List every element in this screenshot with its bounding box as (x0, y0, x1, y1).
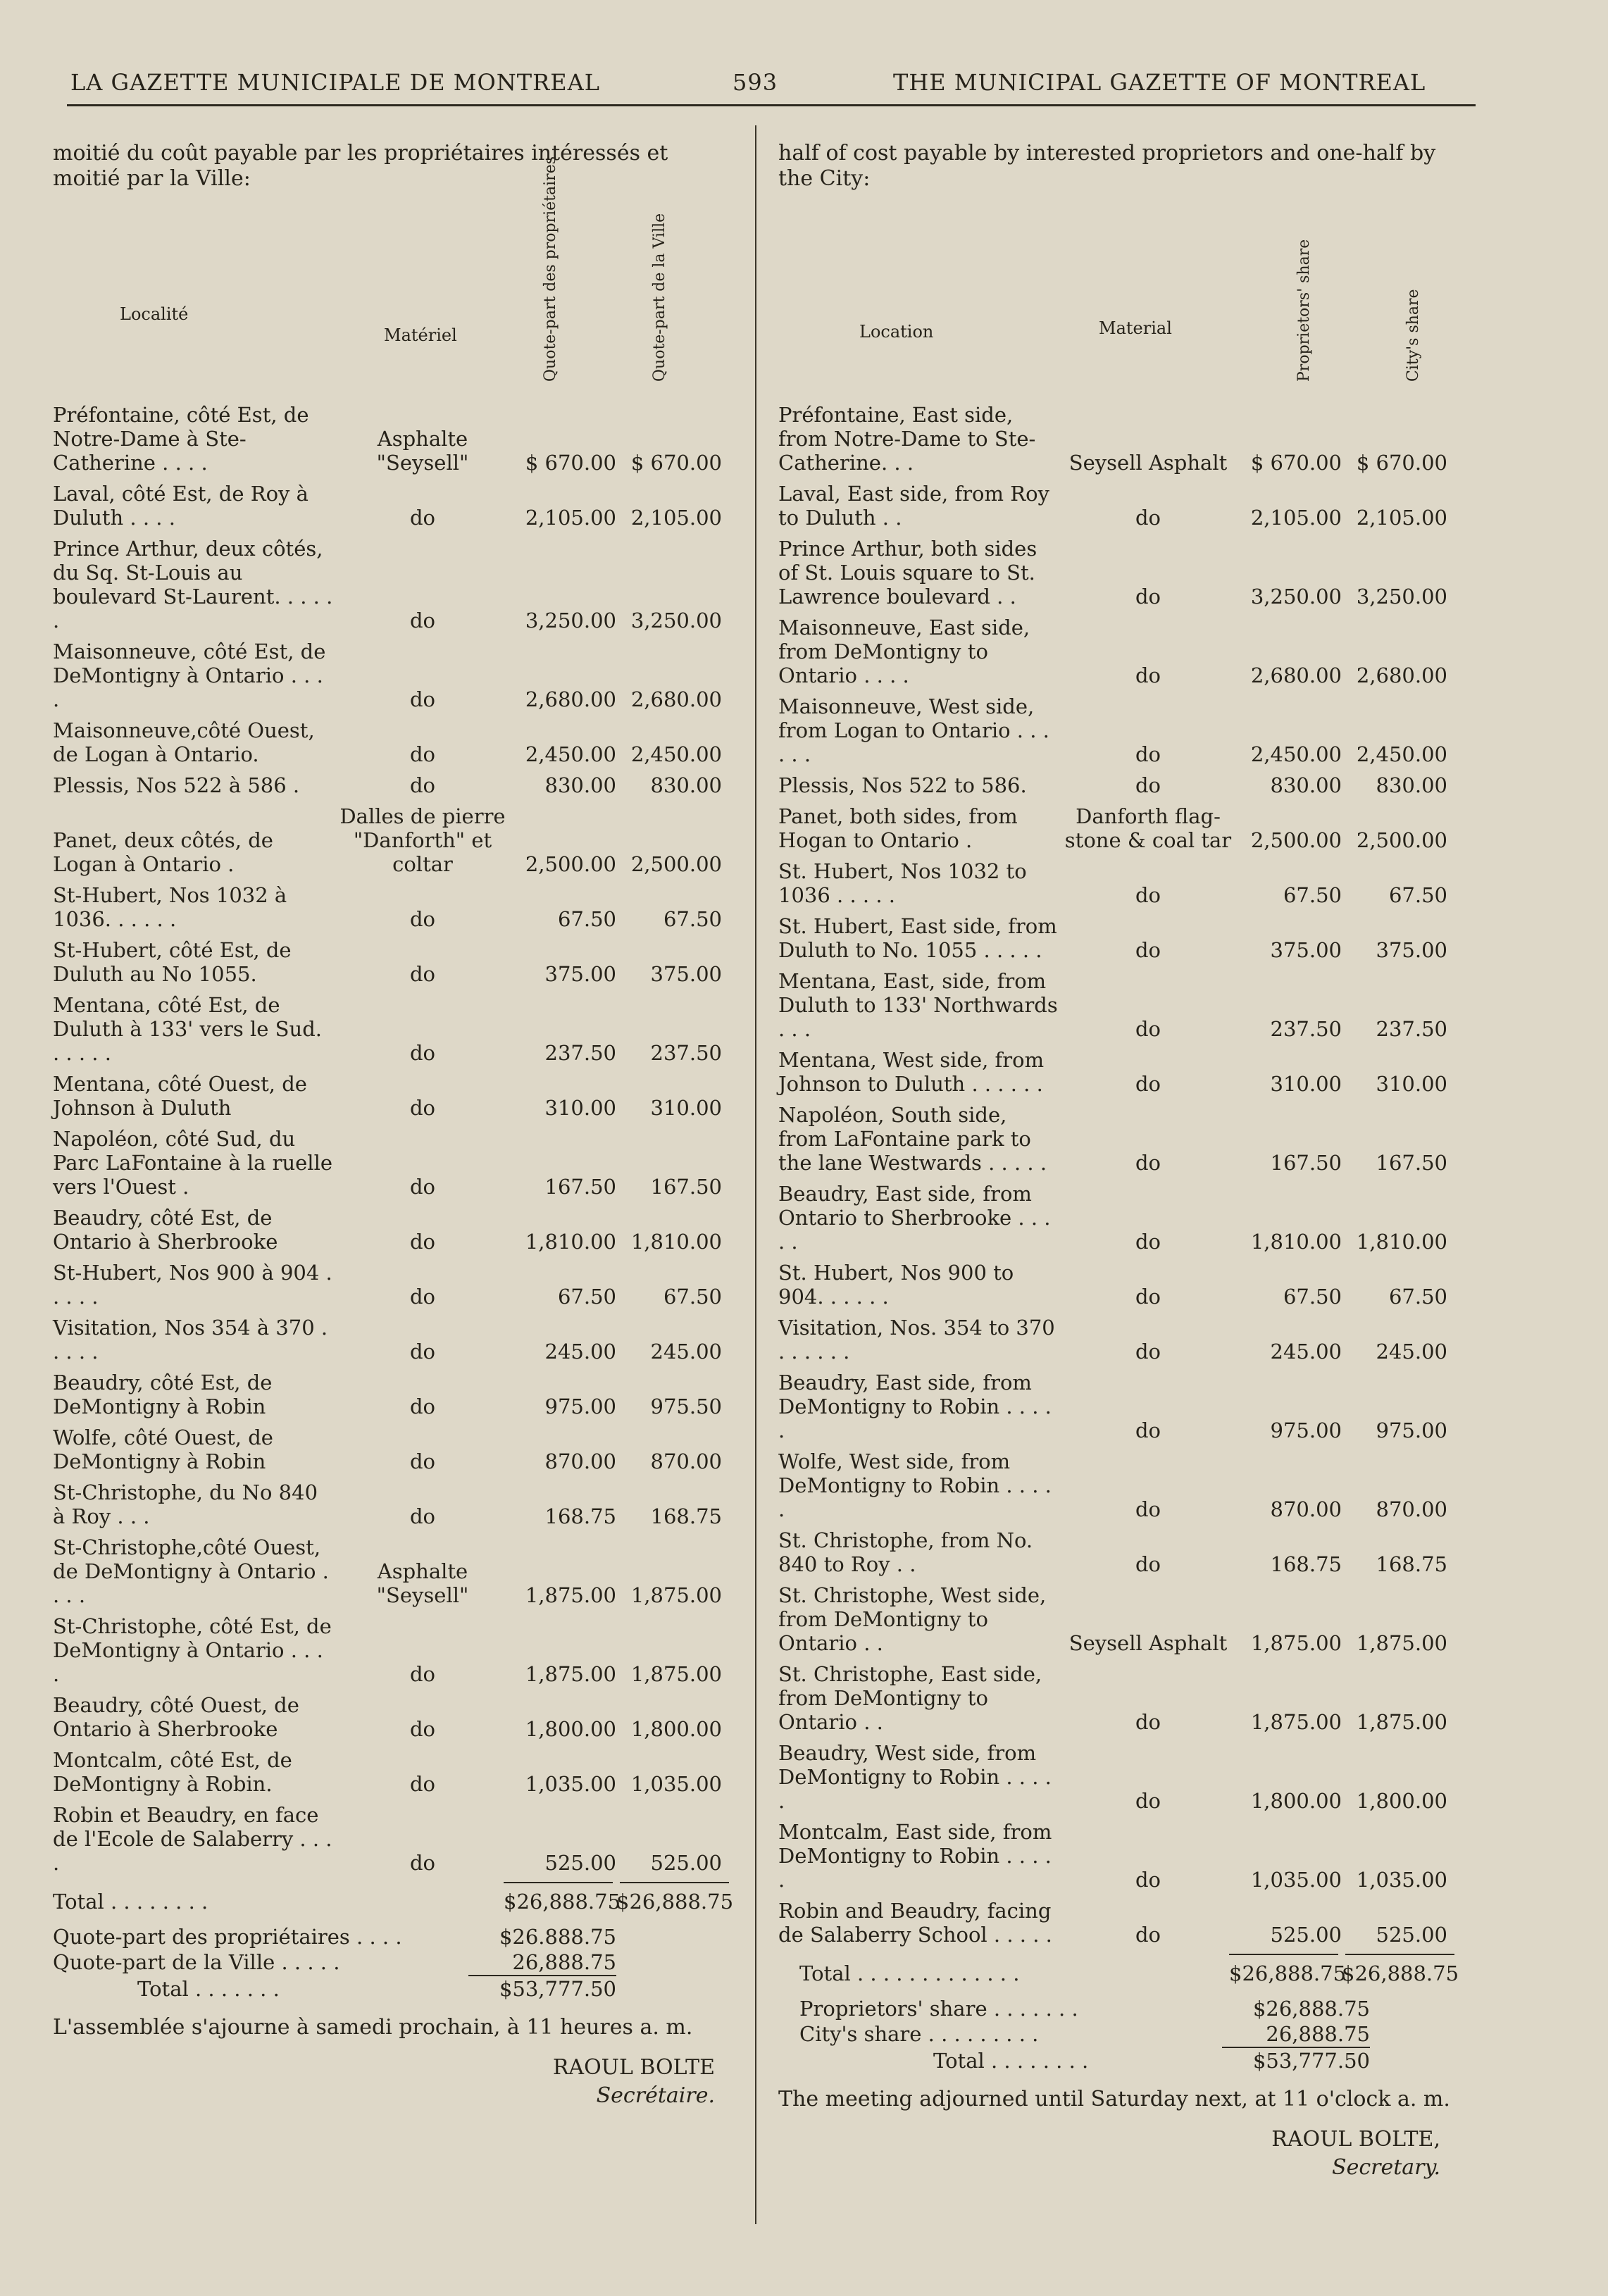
material-cell: do (1135, 773, 1161, 797)
material-cell: do (409, 962, 436, 986)
table-row (53, 1206, 729, 1254)
location-cell: St. Christophe, East side, from DeMontigny to Ontario . . (778, 1662, 1042, 1734)
material-cell: do (409, 1504, 436, 1528)
material-cell: do (1135, 1552, 1161, 1576)
page-number: 593 (733, 69, 778, 96)
city-share-cell: 830.00 (650, 773, 722, 797)
material-cell: do (409, 1395, 436, 1418)
signature-name: RAOUL BOLTE, (1271, 2127, 1440, 2152)
grand-total-label: Total . . . . . . . (137, 1977, 280, 2001)
total-row (778, 1961, 1459, 1986)
col-location-heading: Localité (120, 304, 189, 324)
location-cell: Mentana, West side, from Johnson to Duluth . . . . . . (778, 1048, 1045, 1096)
location-cell: Beaudry, côté Est, de Ontario à Sherbrooke (53, 1206, 278, 1254)
owners-share-cell: 1,875.00 (1250, 1710, 1342, 1734)
owners-share-cell: 1,810.00 (1250, 1230, 1342, 1254)
table-row (53, 1535, 729, 1607)
location-cell: St. Hubert, Nos 1032 to 1036 . . . . . (778, 859, 1027, 907)
share-owners-value: $26.888.75 (499, 1925, 616, 1949)
city-share-cell: 870.00 (1376, 1497, 1447, 1521)
owners-share-cell: 1,875.00 (525, 1662, 616, 1686)
city-share-cell: 2,450.00 (630, 742, 722, 766)
material-cell: do (409, 609, 436, 632)
share-city-row (778, 2021, 1454, 2047)
city-share-cell: 2,500.00 (1356, 828, 1447, 852)
material-cell: do (1135, 1710, 1161, 1734)
sum-rule (778, 1954, 1454, 1955)
location-cell: Beaudry, West side, from DeMontigny to Robin . . . . . (778, 1741, 1052, 1813)
owners-share-cell: 310.00 (1270, 1072, 1342, 1096)
share-city-label: City's share . . . . . . . . . (799, 2022, 1039, 2046)
city-share-cell: 1,875.00 (1356, 1631, 1447, 1655)
table-row (778, 1449, 1454, 1521)
table-row (53, 482, 729, 530)
material-cell: do (409, 1851, 436, 1875)
location-cell: St. Hubert, East side, from Duluth to No. 1055 . . . . . (778, 914, 1057, 962)
table-row (778, 537, 1454, 609)
location-cell: Prince Arthur, deux côtés, du Sq. St-Louis au boulevard St-Laurent. . . . . . (53, 537, 333, 632)
share-owners-row (53, 1924, 729, 1949)
table-row (778, 616, 1454, 687)
location-cell: St-Hubert, Nos 900 à 904 . . . . . (53, 1261, 332, 1309)
table-row (53, 993, 729, 1065)
city-share-cell: 1,800.00 (1356, 1789, 1447, 1813)
total-label: Total . . . . . . . . (53, 1890, 208, 1914)
signature-role (53, 2082, 729, 2110)
material-cell: do (409, 1096, 436, 1120)
city-share-cell: 168.75 (1376, 1552, 1447, 1576)
table-row (778, 914, 1454, 962)
material-cell: do (1135, 1418, 1161, 1442)
header-right: THE MUNICIPAL GAZETTE OF MONTREAL (893, 69, 1426, 96)
material-cell: do (409, 1449, 436, 1473)
location-cell: Wolfe, côté Ouest, de DeMontigny à Robin (53, 1425, 273, 1473)
owners-share-cell: 870.00 (1270, 1497, 1342, 1521)
table-row (53, 938, 729, 986)
material-cell: do (1135, 938, 1161, 962)
city-share-cell: 310.00 (650, 1096, 722, 1120)
location-cell: Montcalm, côté Est, de DeMontigny à Robin. (53, 1748, 292, 1796)
city-share-cell: 830.00 (1376, 773, 1447, 797)
owners-share-cell: $ 670.00 (525, 451, 616, 475)
col-material-heading: Matériel (384, 325, 457, 345)
grand-total-row (53, 1976, 729, 2002)
material-cell: Asphalte "Seysell" (376, 1559, 469, 1607)
material-cell: do (409, 1175, 436, 1199)
owners-share-cell: 167.50 (1270, 1151, 1342, 1175)
owners-share-cell: 237.50 (1270, 1017, 1342, 1041)
table-row (778, 1316, 1454, 1364)
material-cell: do (409, 773, 436, 797)
total-row (53, 1889, 734, 1914)
table-row (53, 773, 729, 797)
city-share-cell: 375.00 (1376, 938, 1447, 962)
city-share-cell: 2,105.00 (630, 506, 722, 530)
table-row (53, 1425, 729, 1473)
owners-share-cell: 245.00 (544, 1340, 616, 1364)
city-share-cell: 237.50 (1376, 1017, 1447, 1041)
owners-share-cell: 830.00 (544, 773, 616, 797)
location-cell: Robin et Beaudry, en face de l'Ecole de Salaberry . . . . (53, 1803, 332, 1875)
table-row (778, 1741, 1454, 1813)
material-cell: do (409, 687, 436, 711)
table-row (778, 694, 1454, 766)
share-owners-row (778, 1996, 1454, 2021)
city-share-cell: 245.00 (650, 1340, 722, 1364)
owners-share-cell: 237.50 (544, 1041, 616, 1065)
city-share-cell: 1,810.00 (1356, 1230, 1447, 1254)
location-cell: Mentana, côté Ouest, de Johnson à Duluth (53, 1072, 307, 1120)
table-row (53, 1127, 729, 1199)
adjournment-note: L'assemblée s'ajourne à samedi prochain, à 11 heures a. m. (53, 2015, 693, 2040)
owners-share-cell: 67.50 (557, 1285, 616, 1309)
material-cell: do (409, 1717, 436, 1741)
city-share-cell: 67.50 (663, 1285, 722, 1309)
owners-share-cell: 167.50 (544, 1175, 616, 1199)
share-owners-value: $26,888.75 (1252, 1997, 1370, 2021)
share-city-value: 26,888.75 (1266, 2022, 1370, 2046)
location-cell: Beaudry, East side, from DeMontigny to Robin . . . . . (778, 1371, 1052, 1442)
table-row (53, 1072, 729, 1120)
table-row (778, 1528, 1454, 1576)
owners-share-cell: 2,105.00 (1250, 506, 1342, 530)
material-cell: do (1135, 1017, 1161, 1041)
city-share-cell: 3,250.00 (630, 609, 722, 632)
city-share-cell: 525.00 (650, 1851, 722, 1875)
owners-share-cell: 525.00 (1270, 1923, 1342, 1947)
location-cell: Beaudry, East side, from Ontario to Sherbrooke . . . . . (778, 1182, 1051, 1254)
owners-share-cell: 1,810.00 (525, 1230, 616, 1254)
city-share-cell: 870.00 (650, 1449, 722, 1473)
material-cell: do (409, 907, 436, 931)
location-cell: Napoléon, côté Sud, du Parc LaFontaine à la ruelle vers l'Ouest . (53, 1127, 333, 1199)
city-share-cell: 375.00 (650, 962, 722, 986)
table-row (53, 1316, 729, 1364)
material-cell: do (409, 1230, 436, 1254)
owners-share-cell: 1,035.00 (525, 1772, 616, 1796)
col-owners-heading: Proprietors' share (1295, 239, 1313, 382)
col-city-heading: Quote-part de la Ville (651, 213, 668, 382)
location-cell: St-Christophe, côté Est, de DeMontigny à Ontario . . . . (53, 1614, 332, 1686)
city-share-cell: 67.50 (1388, 1285, 1447, 1309)
table-row (778, 1371, 1454, 1442)
material-cell: Asphalte "Seysell" (376, 427, 469, 475)
english-column (778, 141, 1459, 2182)
owners-share-cell: 375.00 (544, 962, 616, 986)
col-owners-heading: Quote-part des propriétaires (542, 156, 559, 382)
material-cell: do (1135, 1340, 1161, 1364)
location-cell: Beaudry, côté Ouest, de Ontario à Sherbrooke (53, 1693, 299, 1741)
owners-share-cell: 2,500.00 (1250, 828, 1342, 852)
owners-share-cell: 975.00 (544, 1395, 616, 1418)
owners-share-cell: 2,680.00 (1250, 663, 1342, 687)
table-row (53, 1803, 729, 1875)
column-divider (755, 125, 756, 2224)
location-cell: Maisonneuve, West side, from Logan to Ontario . . . . . . (778, 694, 1049, 766)
table-row (778, 859, 1454, 907)
owners-share-cell: 2,105.00 (525, 506, 616, 530)
grand-total-value: $53,777.50 (1252, 2049, 1370, 2073)
owners-share-cell: 975.00 (1270, 1418, 1342, 1442)
material-cell: do (1135, 663, 1161, 687)
material-cell: Danforth flag-stone & coal tar (1064, 804, 1232, 852)
table-row (778, 773, 1454, 797)
city-share-cell: 975.00 (1376, 1418, 1447, 1442)
material-cell: do (409, 1285, 436, 1309)
signature-role (778, 2154, 1454, 2182)
share-city-value: 26,888.75 (512, 1950, 616, 1974)
table-rows (778, 403, 1454, 1947)
signature-role-text: Secretary. (1332, 2155, 1440, 2180)
city-share-cell: 1,035.00 (1356, 1868, 1447, 1892)
french-column (53, 141, 734, 2110)
material-cell: do (1135, 585, 1161, 609)
adjournment-note: The meeting adjourned until Saturday next, at 11 o'clock a. m. (778, 2087, 1450, 2111)
location-cell: Préfontaine, côté Est, de Notre-Dame à Ste-Catherine . . . . (53, 403, 309, 475)
location-cell: Wolfe, West side, from DeMontigny to Robin . . . . . (778, 1449, 1052, 1521)
table-row (778, 482, 1454, 530)
owners-share-cell: 2,500.00 (525, 852, 616, 876)
table-row (778, 1182, 1454, 1254)
table-row (53, 1261, 729, 1309)
owners-share-cell: 3,250.00 (1250, 585, 1342, 609)
city-share-cell: 237.50 (650, 1041, 722, 1065)
table-row (778, 1820, 1454, 1892)
city-share-cell: 1,875.00 (1356, 1710, 1447, 1734)
table-row (778, 1662, 1454, 1734)
signature-name: RAOUL BOLTE (552, 2055, 715, 2080)
location-cell: St-Hubert, Nos 1032 à 1036. . . . . . (53, 883, 287, 931)
material-cell: do (1135, 883, 1161, 907)
location-cell: Prince Arthur, both sides of St. Louis square to St. Lawrence boulevard . . (778, 537, 1037, 609)
table-row (53, 1614, 729, 1686)
city-share-cell: 167.50 (1376, 1151, 1447, 1175)
table-row (778, 1261, 1454, 1309)
city-share-cell: 2,450.00 (1356, 742, 1447, 766)
location-cell: Visitation, Nos 354 à 370 . . . . . (53, 1316, 328, 1364)
material-cell: do (1135, 1789, 1161, 1813)
col-city-heading: City's share (1404, 289, 1422, 382)
city-share-cell: 3,250.00 (1356, 585, 1447, 609)
location-cell: Mentana, côté Est, de Duluth à 133' vers le Sud. . . . . . (53, 993, 322, 1065)
material-cell: do (1135, 1923, 1161, 1947)
table-row (53, 639, 729, 711)
table-row (778, 403, 1454, 475)
city-share-cell: 310.00 (1376, 1072, 1447, 1096)
table-row (53, 403, 729, 475)
location-cell: Maisonneuve, East side, from DeMontigny to Ontario . . . . (778, 616, 1030, 687)
table-row (53, 1480, 729, 1528)
material-cell: do (1135, 506, 1161, 530)
city-share-cell: 2,500.00 (630, 852, 722, 876)
table-row (53, 1371, 729, 1418)
material-cell: Dalles de pierre "Danforth" et coltar (339, 804, 506, 876)
material-cell: do (409, 1041, 436, 1065)
location-cell: Maisonneuve,côté Ouest, de Logan à Ontario. (53, 718, 315, 766)
material-cell: do (409, 506, 436, 530)
city-share-cell: 1,035.00 (630, 1772, 722, 1796)
city-share-cell: 1,810.00 (630, 1230, 722, 1254)
location-cell: Montcalm, East side, from DeMontigny to Robin . . . . . (778, 1820, 1052, 1892)
table-row (778, 969, 1454, 1041)
location-cell: Laval, East side, from Roy to Duluth . . (778, 482, 1049, 530)
owners-share-cell: 1,035.00 (1250, 1868, 1342, 1892)
city-share-cell: 167.50 (650, 1175, 722, 1199)
material-cell: do (1135, 1072, 1161, 1096)
owners-share-cell: 67.50 (557, 907, 616, 931)
col-location-heading: Location (859, 322, 934, 342)
intro-text: moitié du coût payable par les propriétaires intéressés et moitié par la Ville: (53, 141, 668, 191)
location-cell: Panet, both sides, from Hogan to Ontario . (778, 804, 1018, 852)
city-share-cell: 1,800.00 (630, 1717, 722, 1741)
city-share-cell: 975.50 (650, 1395, 722, 1418)
location-cell: St-Christophe, du No 840 à Roy . . . (53, 1480, 318, 1528)
owners-share-cell: 310.00 (544, 1096, 616, 1120)
location-cell: Mentana, East, side, from Duluth to 133' Northwards . . . (778, 969, 1058, 1041)
owners-share-cell: 245.00 (1270, 1340, 1342, 1364)
owners-share-cell: 2,680.00 (525, 687, 616, 711)
material-cell: do (1135, 1230, 1161, 1254)
owners-share-cell: 67.50 (1283, 1285, 1342, 1309)
location-cell: Plessis, Nos 522 to 586. (778, 773, 1027, 797)
material-cell: do (1135, 742, 1161, 766)
city-share-cell: 67.50 (1388, 883, 1447, 907)
location-cell: St. Christophe, from No. 840 to Roy . . (778, 1528, 1033, 1576)
owners-share-cell: 1,800.00 (1250, 1789, 1342, 1813)
table-header (778, 192, 1454, 403)
total-city: $26,888.75 (616, 1890, 734, 1914)
city-share-cell: $ 670.00 (1356, 451, 1447, 475)
city-share-cell: 168.75 (650, 1504, 722, 1528)
total-city: $26,888.75 (1342, 1961, 1459, 1985)
table-row (53, 718, 729, 766)
location-cell: Plessis, Nos 522 à 586 . (53, 773, 300, 797)
location-cell: Visitation, Nos. 354 to 370 . . . . . . (778, 1316, 1055, 1364)
owners-share-cell: 168.75 (544, 1504, 616, 1528)
city-share-cell: 1,875.00 (630, 1662, 722, 1686)
grand-total-value: $53,777.50 (499, 1977, 616, 2001)
owners-share-cell: 2,450.00 (1250, 742, 1342, 766)
share-owners-label: Proprietors' share . . . . . . . (799, 1997, 1078, 2021)
table-row (778, 1899, 1454, 1947)
location-cell: Napoléon, South side, from LaFontaine park to the lane Westwards . . . . . (778, 1103, 1047, 1175)
owners-share-cell: 830.00 (1270, 773, 1342, 797)
owners-share-cell: 67.50 (1283, 883, 1342, 907)
owners-share-cell: 1,800.00 (525, 1717, 616, 1741)
city-share-cell: 2,680.00 (630, 687, 722, 711)
material-cell: Seysell Asphalt (1068, 451, 1228, 475)
owners-share-cell: 1,875.00 (1250, 1631, 1342, 1655)
intro-text: half of cost payable by interested proprietors and one-half by the City: (778, 141, 1436, 191)
owners-share-cell: 3,250.00 (525, 609, 616, 632)
material-cell: Seysell Asphalt (1068, 1631, 1228, 1655)
material-cell: do (1135, 1868, 1161, 1892)
owners-share-cell: 870.00 (544, 1449, 616, 1473)
location-cell: St-Christophe,côté Ouest, de DeMontigny à Ontario . . . . (53, 1535, 329, 1607)
table-row (778, 1583, 1454, 1655)
total-label: Total . . . . . . . . . . . . . (799, 1961, 1020, 1985)
material-cell: do (1135, 1285, 1161, 1309)
location-cell: Panet, deux côtés, de Logan à Ontario . (53, 828, 273, 876)
table-row (53, 1693, 729, 1741)
table-row (53, 883, 729, 931)
table-row (778, 1048, 1454, 1096)
total-owners: $26,888.75 (504, 1890, 621, 1914)
share-city-row (53, 1949, 729, 1975)
location-cell: Préfontaine, East side, from Notre-Dame to Ste-Catherine. . . (778, 403, 1036, 475)
owners-share-cell: 525.00 (544, 1851, 616, 1875)
location-cell: Robin and Beaudry, facing de Salaberry School . . . . . (778, 1899, 1052, 1947)
grand-total-row (778, 2048, 1454, 2073)
sum-rule (53, 1882, 729, 1883)
signature-role-text: Secrétaire. (596, 2083, 715, 2108)
owners-share-cell: 2,450.00 (525, 742, 616, 766)
material-cell: do (1135, 1497, 1161, 1521)
table-row (778, 804, 1454, 852)
header-rule (67, 104, 1476, 106)
table-row (53, 1748, 729, 1796)
owners-share-cell: 168.75 (1270, 1552, 1342, 1576)
table-rows (53, 403, 729, 1875)
location-cell: St-Hubert, côté Est, de Duluth au No 1055. (53, 938, 292, 986)
material-cell: do (409, 1662, 436, 1686)
material-cell: do (409, 742, 436, 766)
share-city-label: Quote-part de la Ville . . . . . (53, 1950, 340, 1974)
city-share-cell: 2,105.00 (1356, 506, 1447, 530)
location-cell: St. Hubert, Nos 900 to 904. . . . . . (778, 1261, 1014, 1309)
table-row (53, 804, 729, 876)
city-share-cell: 245.00 (1376, 1340, 1447, 1364)
owners-share-cell: $ 670.00 (1250, 451, 1342, 475)
table-row (53, 537, 729, 632)
grand-total-label: Total . . . . . . . . (933, 2049, 1089, 2073)
header-left: LA GAZETTE MUNICIPALE DE MONTREAL (70, 69, 600, 96)
city-share-cell: 525.00 (1376, 1923, 1447, 1947)
location-cell: Laval, côté Est, de Roy à Duluth . . . . (53, 482, 308, 530)
owners-share-cell: 1,875.00 (525, 1583, 616, 1607)
city-share-cell: 67.50 (663, 907, 722, 931)
location-cell: Maisonneuve, côté Est, de DeMontigny à Ontario . . . . (53, 639, 326, 711)
share-owners-label: Quote-part des propriétaires . . . . (53, 1925, 402, 1949)
material-cell: do (409, 1772, 436, 1796)
owners-share-cell: 375.00 (1270, 938, 1342, 962)
city-share-cell: 1,875.00 (630, 1583, 722, 1607)
location-cell: St. Christophe, West side, from DeMontigny to Ontario . . (778, 1583, 1047, 1655)
city-share-cell: 2,680.00 (1356, 663, 1447, 687)
material-cell: do (409, 1340, 436, 1364)
material-cell: do (1135, 1151, 1161, 1175)
col-material-heading: Material (1099, 318, 1172, 338)
table-row (778, 1103, 1454, 1175)
location-cell: Beaudry, côté Est, de DeMontigny à Robin (53, 1371, 273, 1418)
total-owners: $26,888.75 (1229, 1961, 1347, 1985)
city-share-cell: $ 670.00 (630, 451, 722, 475)
